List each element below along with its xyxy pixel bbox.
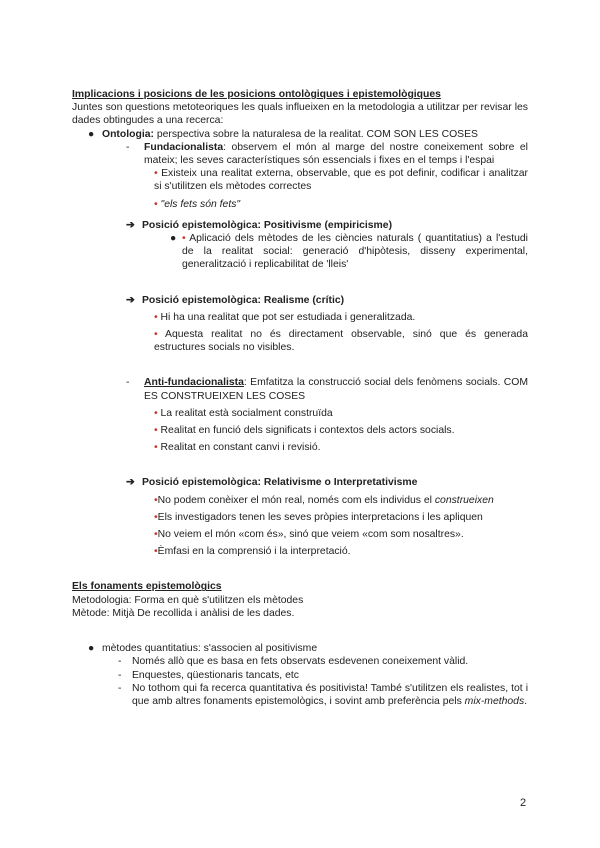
red-bullet-icon: • [154, 511, 158, 523]
fundacionalista-point-1: • Existeix una realitat externa, observable, que es pot definir, codificar i analitzar si s'utilitzen els mètodes correctes [154, 168, 529, 193]
section-title-implicacions: Implicacions i posicions de les posicions ontològiques i epistemològiques [72, 89, 441, 100]
quantitatius-subitem-1: - Només allò que es basa en fets observats esdevenen coneixement vàlid. [72, 655, 528, 668]
quantitatius-subitem-2: - Enquestes, qüestionaris tancats, etc [72, 669, 528, 682]
relativisme-point-3: •No veiem el món «com és», sinó que veiem «com som nosaltres». [154, 529, 464, 541]
metodologia-line: Metodologia: Forma en què s'utilitzen els mètodes [72, 594, 304, 606]
quantitatius-item: ● mètodes quantitatius: s'associen al positivisme [72, 642, 528, 655]
relativisme-point-4: •Èmfasi en la comprensió i la interpretació. [154, 546, 351, 558]
red-bullet-icon: • [182, 233, 186, 245]
antifundacionalista-label: Anti-fundacionalista [144, 377, 244, 389]
realisme-point-2: • Aquesta realitat no és directament observable, sinó que és generada estructures socials no visibles. [154, 329, 528, 354]
arrow-icon: ➔ [126, 477, 135, 489]
ontologia-item [72, 128, 528, 141]
red-bullet-icon: • [154, 198, 158, 210]
dash-marker: - [118, 682, 122, 694]
metode-line: Mètode: Mitjà De recollida i anàlisi de les dades. [72, 607, 295, 619]
dash-marker: - [118, 656, 122, 668]
positivisme-point: ● • Aplicació dels mètodes de les ciències naturals ( quantitatius) a l'estudi de la realitat social: generació d'hipòtesis, disseny experimental, generalització i replicabilitat de 'lleis' [170, 233, 528, 271]
antifundacionalista-point-1: • La realitat està socialment construïda [154, 407, 333, 419]
antifundacionalista-point-3: • Realitat en constant canvi i revisió. [154, 442, 321, 454]
antifundacionalista-item [72, 376, 528, 402]
red-bullet-icon: • [154, 546, 158, 558]
ontologia-text: perspectiva sobre la naturalesa de la realitat. COM SON LES COSES [153, 128, 478, 140]
page-number: 2 [520, 797, 527, 809]
relativisme-point-2: •Els investigadors tenen les seves pròpies interpretacions i les apliquen [154, 511, 483, 523]
antifundacionalista-text: : Emfatitza la construcció social dels fenòmens socials. COM ES CONSTRUEIXEN LES COSES [144, 377, 528, 402]
realisme-point-1: • Hi ha una realitat que pot ser estudiada i generalitzada. [154, 311, 416, 323]
red-bullet-icon: • [154, 168, 158, 180]
section-title-fonaments: Els fonaments epistemològics [72, 581, 222, 593]
bullet-icon: ● [88, 128, 95, 140]
realisme-heading: ➔ Posició epistemològica: Realisme (crític) [126, 294, 345, 306]
document-page [72, 88, 528, 708]
red-bullet-icon: • [154, 529, 158, 541]
fundacionalista-item [72, 141, 528, 167]
antifundacionalista-point-2: • Realitat en funció dels significats i contextos dels actors socials. [154, 425, 455, 437]
relativisme-heading: ➔ Posició epistemològica: Relativisme o Interpretativisme [126, 477, 418, 489]
bullet-icon: ● [170, 233, 177, 245]
red-bullet-icon: • [154, 329, 158, 341]
dash-marker: - [118, 669, 122, 681]
arrow-icon: ➔ [126, 219, 135, 231]
dash-marker: - [126, 141, 130, 153]
red-bullet-icon: • [154, 425, 158, 437]
dash-marker: - [126, 377, 130, 389]
red-bullet-icon: • [154, 407, 158, 419]
red-bullet-icon: • [154, 311, 158, 323]
bullet-icon: ● [88, 643, 95, 655]
ontologia-label: Ontologia: [102, 128, 154, 140]
positivisme-heading: ➔ Posició epistemològica: Positivisme (empiricisme) [126, 219, 393, 231]
intro-paragraph: Juntes son questions metoteoriques les quals influeixen en la metodologia a utilitzar per revisar les dades obtingudes a una recerca: [72, 102, 528, 127]
quantitatius-subitem-3: - No tothom qui fa recerca quantitativa és positivista! També s'utilitzen els realistes, tot i que amb altres fonaments epistemològics, i sovint amb preferència pels mix-methods. [72, 682, 528, 708]
fundacionalista-label: Fundacionalista [144, 141, 224, 153]
relativisme-point-1: •No podem conèixer el món real, només com els individus el construeixen [154, 494, 494, 506]
red-bullet-icon: • [154, 494, 158, 506]
arrow-icon: ➔ [126, 294, 135, 306]
red-bullet-icon: • [154, 442, 158, 454]
fundacionalista-point-2: • "els fets són fets" [154, 198, 241, 210]
fundacionalista-text: : observem el món al marge del nostre coneixement sobre el mateix; les seves característiques són essencials i fixes en el temps i l'espai [144, 141, 528, 167]
